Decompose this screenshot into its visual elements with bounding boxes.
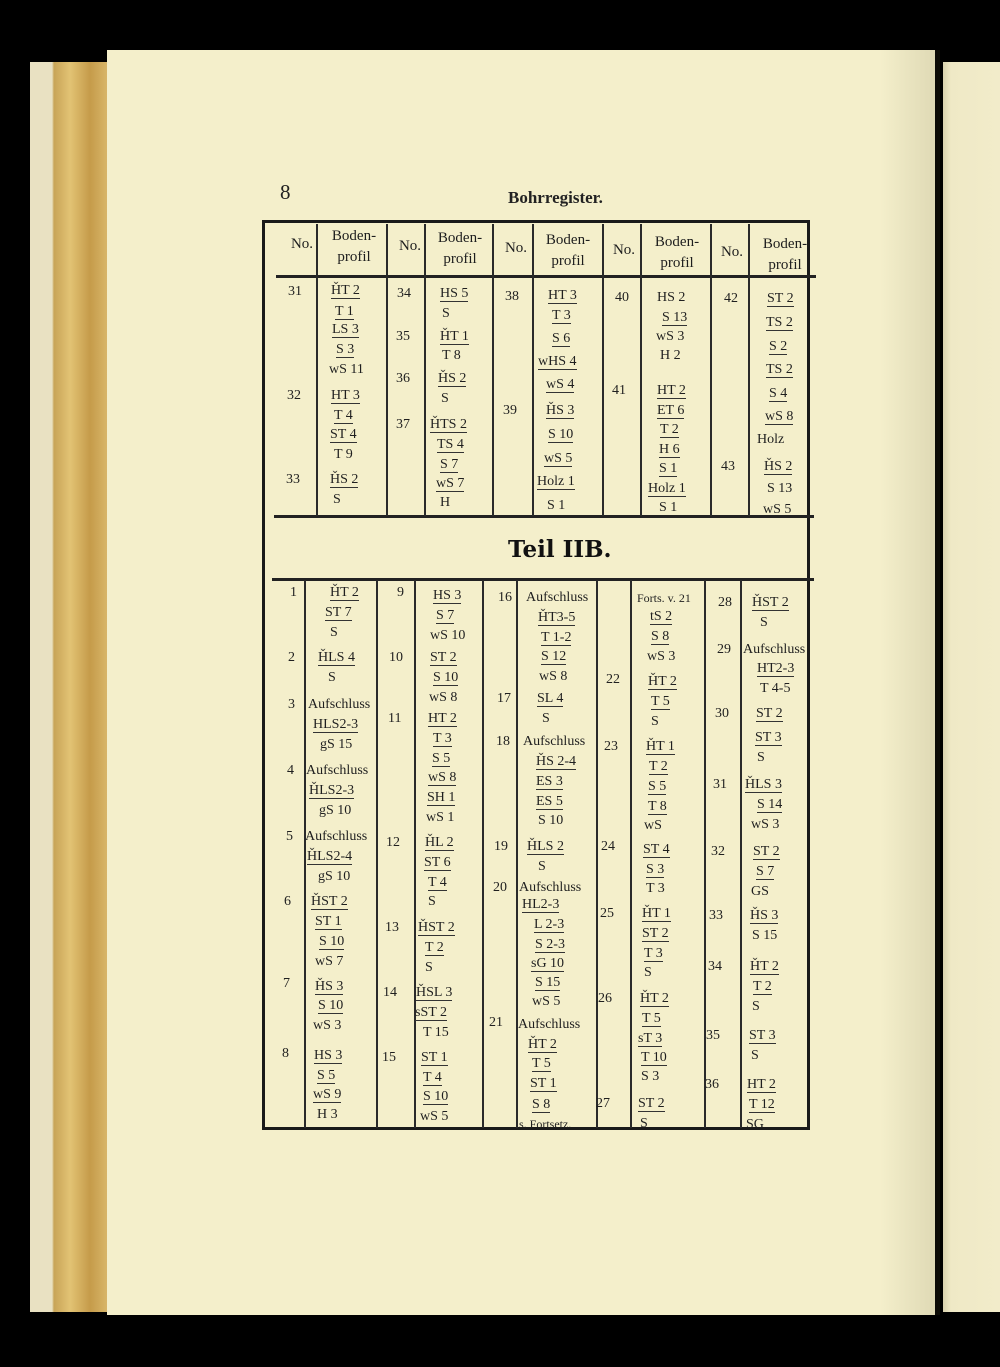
col-rule xyxy=(630,580,632,1128)
lower-soil-profile-entry: S 5 xyxy=(432,751,451,766)
upper-soil-profile-entry: S xyxy=(442,306,450,321)
header-rule xyxy=(276,275,816,278)
lower-soil-profile-entry: T 5 xyxy=(651,694,670,709)
lower-bore-number: 28 xyxy=(718,595,732,610)
lower-soil-profile-entry: Aufschluss xyxy=(306,763,369,778)
upper-soil-profile-entry: Holz xyxy=(757,432,785,447)
lower-soil-profile-entry: Forts. v. 21 xyxy=(637,591,691,605)
lower-soil-profile-entry: S xyxy=(644,965,652,980)
lower-soil-profile-entry: ST 2 xyxy=(430,650,457,665)
lower-soil-profile-entry: HL2-3 xyxy=(522,897,560,912)
col-rule xyxy=(376,580,378,1128)
col-rule xyxy=(386,224,388,516)
lower-soil-profile-entry: T 15 xyxy=(423,1025,449,1040)
upper-soil-profile-entry: ȞTS 2 xyxy=(430,417,467,432)
lower-soil-profile-entry: S 8 xyxy=(532,1097,551,1112)
lower-soil-profile-entry: wS 5 xyxy=(532,994,561,1009)
upper-soil-profile-entry: S xyxy=(441,391,449,406)
lower-bore-number: 9 xyxy=(397,585,404,600)
upper-soil-profile-entry: S 3 xyxy=(336,342,355,357)
lower-soil-profile-entry: S 5 xyxy=(317,1068,336,1083)
col-rule xyxy=(602,224,604,516)
upper-soil-profile-entry: S 7 xyxy=(440,457,459,472)
upper-soil-profile-entry: wHS 4 xyxy=(538,354,577,369)
lower-bore-number: 34 xyxy=(708,959,722,974)
upper-soil-profile-entry: ȞS 2 xyxy=(764,459,793,474)
lower-soil-profile-entry: Aufschluss xyxy=(518,1017,581,1032)
lower-soil-profile-entry: ȞT 2 xyxy=(640,991,669,1006)
lower-soil-profile-entry: S 10 xyxy=(423,1089,449,1104)
lower-soil-profile-entry: Aufschluss xyxy=(743,642,806,657)
upper-soil-profile-entry: wS 3 xyxy=(656,329,685,344)
lower-bore-number: 35 xyxy=(706,1028,720,1043)
lower-soil-profile-entry: wS 5 xyxy=(420,1109,449,1124)
lower-soil-profile-entry: ȞLS2-3 xyxy=(309,783,355,798)
lower-soil-profile-entry: Aufschluss xyxy=(526,590,589,605)
col-rule xyxy=(424,224,426,516)
lower-soil-profile-entry: ȞLS 3 xyxy=(745,777,782,792)
lower-soil-profile-entry: T 10 xyxy=(641,1050,667,1065)
lower-soil-profile-entry: Aufschluss xyxy=(305,829,368,844)
lower-bore-number: 23 xyxy=(604,739,618,754)
lower-soil-profile-entry: S 3 xyxy=(646,862,665,877)
upper-bore-number: 37 xyxy=(396,417,410,432)
lower-soil-profile-entry: S xyxy=(651,714,659,729)
lower-soil-profile-entry: S 3 xyxy=(641,1069,660,1084)
lower-soil-profile-entry: S 8 xyxy=(651,629,670,644)
lower-soil-profile-entry: ȞLS 2 xyxy=(527,839,564,854)
lower-soil-profile-entry: sG 10 xyxy=(531,956,565,971)
upper-soil-profile-entry: H 6 xyxy=(659,442,680,457)
lower-bore-number: 5 xyxy=(286,829,293,844)
col-rule xyxy=(596,580,598,1128)
lower-bore-number: 15 xyxy=(382,1050,396,1065)
lower-soil-profile-entry: L 2-3 xyxy=(534,917,565,932)
lower-soil-profile-entry: S xyxy=(330,625,338,640)
lower-soil-profile-entry: ST 2 xyxy=(753,844,780,859)
lower-soil-profile-entry: T 4 xyxy=(423,1070,442,1085)
lower-bore-number: 2 xyxy=(288,650,295,665)
lower-bore-number: 13 xyxy=(385,920,399,935)
header-no-2: No. xyxy=(398,238,422,254)
upper-soil-profile-entry: S 2 xyxy=(769,339,788,354)
upper-soil-profile-entry: ȞS 2 xyxy=(438,371,467,386)
lower-soil-profile-entry: S 7 xyxy=(436,608,455,623)
lower-bore-number: 24 xyxy=(601,839,615,854)
upper-soil-profile-entry: ST 4 xyxy=(330,427,357,442)
col-rule xyxy=(748,224,750,516)
header-bodenprofil-2: Boden- profil xyxy=(437,230,483,267)
lower-soil-profile-entry: ȞT 2 xyxy=(750,959,779,974)
upper-soil-profile-entry: S 10 xyxy=(548,427,574,442)
upper-soil-profile-entry: LS 3 xyxy=(332,322,359,337)
header-bodenprofil-5: Boden- profil xyxy=(762,236,808,273)
upper-soil-profile-entry: S 13 xyxy=(662,310,688,325)
upper-soil-profile-entry: T 8 xyxy=(442,348,461,363)
lower-soil-profile-entry: s. Fortsetz. xyxy=(519,1117,572,1131)
lower-bore-number: 4 xyxy=(287,763,294,778)
lower-bore-number: 22 xyxy=(606,672,620,687)
header-no-1: No. xyxy=(290,236,314,252)
lower-soil-profile-entry: S xyxy=(542,711,550,726)
upper-soil-profile-entry: S 1 xyxy=(547,498,566,513)
col-rule xyxy=(640,224,642,516)
upper-soil-profile-entry: wS 4 xyxy=(546,377,575,392)
lower-soil-profile-entry: SH 1 xyxy=(427,790,456,805)
lower-soil-profile-entry: ST 1 xyxy=(421,1050,448,1065)
lower-soil-profile-entry: Aufschluss xyxy=(523,734,586,749)
page-number: 8 xyxy=(280,180,291,204)
upper-soil-profile-entry: S 4 xyxy=(769,386,788,401)
lower-soil-profile-entry: ȞLS2-4 xyxy=(307,849,353,864)
upper-soil-profile-entry: S 1 xyxy=(659,500,678,515)
lower-soil-profile-entry: T 12 xyxy=(749,1097,775,1112)
lower-soil-profile-entry: sT 3 xyxy=(638,1031,663,1046)
lower-soil-profile-entry: ST 3 xyxy=(755,730,782,745)
upper-soil-profile-entry: HT 3 xyxy=(548,288,577,303)
upper-soil-profile-entry: H 2 xyxy=(660,348,681,363)
upper-bore-number: 41 xyxy=(612,383,626,398)
lower-soil-profile-entry: GS xyxy=(751,884,769,899)
lower-bore-number: 26 xyxy=(598,991,612,1006)
lower-soil-profile-entry: ST 3 xyxy=(749,1028,776,1043)
col-rule xyxy=(532,224,534,516)
section-title: Teil IIB. xyxy=(508,536,612,563)
lower-soil-profile-entry: T 8 xyxy=(648,799,667,814)
book-page-edges xyxy=(30,62,110,1312)
lower-soil-profile-entry: ȞT 1 xyxy=(642,906,671,921)
upper-soil-profile-entry: Holz 1 xyxy=(648,481,686,496)
header-bodenprofil-4: Boden- profil xyxy=(654,234,700,271)
lower-soil-profile-entry: S 10 xyxy=(318,998,344,1013)
upper-soil-profile-entry: wS 7 xyxy=(436,476,465,491)
upper-soil-profile-entry: T 2 xyxy=(660,422,679,437)
lower-soil-profile-entry: gS 10 xyxy=(318,869,351,884)
lower-soil-profile-entry: SG xyxy=(746,1117,764,1132)
col-rule xyxy=(482,580,484,1128)
lower-soil-profile-entry: S 14 xyxy=(757,797,783,812)
lower-soil-profile-entry: S xyxy=(538,859,546,874)
lower-soil-profile-entry: T 5 xyxy=(642,1011,661,1026)
lower-soil-profile-entry: wS 3 xyxy=(313,1018,342,1033)
lower-soil-profile-entry: T 4-5 xyxy=(760,681,791,696)
lower-bore-number: 30 xyxy=(715,706,729,721)
gutter-shadow xyxy=(880,50,940,1315)
lower-soil-profile-entry: ST 1 xyxy=(530,1076,557,1091)
lower-soil-profile-entry: ST 7 xyxy=(325,605,352,620)
lower-soil-profile-entry: S xyxy=(428,894,436,909)
lower-soil-profile-entry: wS 8 xyxy=(428,770,457,785)
col-rule xyxy=(710,224,712,516)
upper-bore-number: 40 xyxy=(615,290,629,305)
lower-bore-number: 25 xyxy=(600,906,614,921)
upper-soil-profile-entry: H xyxy=(440,495,451,510)
upper-bore-number: 35 xyxy=(396,329,410,344)
header-no-3: No. xyxy=(504,240,528,256)
upper-soil-profile-entry: wS 5 xyxy=(763,502,792,517)
upper-section-rule xyxy=(274,515,814,518)
upper-soil-profile-entry: HS 2 xyxy=(657,290,686,305)
upper-bore-number: 36 xyxy=(396,371,410,386)
upper-soil-profile-entry: wS 11 xyxy=(329,362,364,377)
lower-soil-profile-entry: ȞST 2 xyxy=(418,920,455,935)
lower-bore-number: 17 xyxy=(497,691,511,706)
lower-soil-profile-entry: S 12 xyxy=(541,649,567,664)
lower-bore-number: 3 xyxy=(288,697,295,712)
upper-bore-number: 43 xyxy=(721,459,735,474)
upper-soil-profile-entry: S 13 xyxy=(767,481,793,496)
upper-soil-profile-entry: HT 2 xyxy=(657,383,686,398)
lower-soil-profile-entry: S xyxy=(757,750,765,765)
lower-soil-profile-entry: T 4 xyxy=(428,875,447,890)
upper-bore-number: 38 xyxy=(505,289,519,304)
lower-bore-number: 7 xyxy=(283,976,290,991)
lower-soil-profile-entry: Aufschluss xyxy=(308,697,371,712)
lower-soil-profile-entry: ȞT 2 xyxy=(528,1037,557,1052)
upper-soil-profile-entry: ȞT 2 xyxy=(331,283,360,298)
upper-soil-profile-entry: S 1 xyxy=(659,461,678,476)
upper-bore-number: 32 xyxy=(287,388,301,403)
lower-soil-profile-entry: ȞST 2 xyxy=(752,595,789,610)
upper-soil-profile-entry: TS 2 xyxy=(766,315,793,330)
header-no-5: No. xyxy=(720,244,744,260)
lower-soil-profile-entry: ST 2 xyxy=(756,706,783,721)
lower-bore-number: 31 xyxy=(713,777,727,792)
lower-bore-number: 20 xyxy=(493,880,507,895)
upper-soil-profile-entry: ST 2 xyxy=(767,291,794,306)
lower-soil-profile-entry: T 5 xyxy=(532,1056,551,1071)
lower-soil-profile-entry: S 5 xyxy=(648,779,667,794)
lower-bore-number: 14 xyxy=(383,985,397,1000)
lower-soil-profile-entry: ȞLS 4 xyxy=(318,650,355,665)
header-no-4: No. xyxy=(612,242,636,258)
lower-soil-profile-entry: HLS2-3 xyxy=(313,717,359,732)
lower-soil-profile-entry: wS 9 xyxy=(313,1087,342,1102)
lower-soil-profile-entry: ȞT 2 xyxy=(648,674,677,689)
lower-bore-number: 16 xyxy=(498,590,512,605)
lower-soil-profile-entry: wS 8 xyxy=(539,669,568,684)
col-rule xyxy=(492,224,494,516)
lower-bore-number: 33 xyxy=(709,908,723,923)
lower-soil-profile-entry: ȞS 3 xyxy=(315,979,344,994)
lower-soil-profile-entry: S xyxy=(760,615,768,630)
lower-bore-number: 21 xyxy=(489,1015,503,1030)
lower-soil-profile-entry: S xyxy=(425,960,433,975)
lower-soil-profile-entry: gS 10 xyxy=(319,803,352,818)
lower-bore-number: 8 xyxy=(282,1046,289,1061)
lower-soil-profile-entry: H 3 xyxy=(317,1107,338,1122)
upper-soil-profile-entry: ȞT 1 xyxy=(440,329,469,344)
lower-soil-profile-entry: S 10 xyxy=(433,670,459,685)
lower-bore-number: 32 xyxy=(711,844,725,859)
col-rule xyxy=(704,580,706,1128)
lower-soil-profile-entry: tS 2 xyxy=(650,609,673,624)
lower-soil-profile-entry: ȞST 2 xyxy=(311,894,348,909)
lower-bore-number: 11 xyxy=(388,711,402,726)
lower-soil-profile-entry: T 3 xyxy=(646,881,665,896)
lower-soil-profile-entry: T 2 xyxy=(425,940,444,955)
lower-soil-profile-entry: S 2-3 xyxy=(535,937,565,952)
lower-soil-profile-entry: ȞT 1 xyxy=(646,739,675,754)
lower-soil-profile-entry: ES 5 xyxy=(536,794,563,809)
upper-soil-profile-entry: T 4 xyxy=(334,408,353,423)
lower-soil-profile-entry: ST 4 xyxy=(643,842,670,857)
lower-bore-number: 1 xyxy=(290,585,297,600)
upper-soil-profile-entry: T 1 xyxy=(335,304,354,319)
upper-soil-profile-entry: S xyxy=(333,492,341,507)
col-rule xyxy=(304,580,306,1128)
header-bodenprofil-3: Boden- profil xyxy=(545,232,591,269)
col-rule xyxy=(316,224,318,516)
lower-soil-profile-entry: ȞT 2 xyxy=(330,585,359,600)
upper-soil-profile-entry: T 9 xyxy=(334,447,353,462)
lower-soil-profile-entry: S 7 xyxy=(756,864,775,879)
lower-soil-profile-entry: wS 3 xyxy=(647,649,676,664)
lower-soil-profile-entry: S 10 xyxy=(538,813,564,828)
col-rule xyxy=(516,580,518,1128)
header-bodenprofil-1: Boden- profil xyxy=(331,228,377,265)
upper-soil-profile-entry: S 6 xyxy=(552,331,571,346)
lower-soil-profile-entry: ST 2 xyxy=(642,926,669,941)
lower-soil-profile-entry: wS 10 xyxy=(430,628,466,643)
upper-soil-profile-entry: wS 8 xyxy=(765,409,794,424)
facing-page-edge xyxy=(943,62,1000,1312)
lower-soil-profile-entry: S xyxy=(328,670,336,685)
lower-soil-profile-entry: ȞL 2 xyxy=(425,835,454,850)
lower-soil-profile-entry: ȞT3-5 xyxy=(538,610,576,625)
col-rule xyxy=(414,580,416,1128)
upper-soil-profile-entry: ET 6 xyxy=(657,403,685,418)
lower-soil-profile-entry: ST 1 xyxy=(315,914,342,929)
lower-soil-profile-entry: gS 15 xyxy=(320,737,353,752)
lower-soil-profile-entry: ES 3 xyxy=(536,774,563,789)
lower-soil-profile-entry: wS 3 xyxy=(751,817,780,832)
lower-bore-number: 12 xyxy=(386,835,400,850)
lower-soil-profile-entry: S 15 xyxy=(752,928,778,943)
upper-soil-profile-entry: HT 3 xyxy=(331,388,360,403)
upper-bore-number: 39 xyxy=(503,403,517,418)
lower-bore-number: 10 xyxy=(389,650,403,665)
upper-soil-profile-entry: Holz 1 xyxy=(537,474,575,489)
lower-soil-profile-entry: HT 2 xyxy=(428,711,457,726)
upper-bore-number: 34 xyxy=(397,286,411,301)
lower-soil-profile-entry: wS 7 xyxy=(315,954,344,969)
lower-soil-profile-entry: T 2 xyxy=(649,759,668,774)
lower-soil-profile-entry: HS 3 xyxy=(314,1048,343,1063)
upper-soil-profile-entry: T 3 xyxy=(552,308,571,323)
lower-soil-profile-entry: sST 2 xyxy=(415,1005,448,1020)
upper-soil-profile-entry: HS 5 xyxy=(440,286,469,301)
upper-bore-number: 42 xyxy=(724,291,738,306)
lower-soil-profile-entry: HT2-3 xyxy=(757,661,795,676)
col-rule xyxy=(740,580,742,1128)
lower-soil-profile-entry: HS 3 xyxy=(433,588,462,603)
lower-soil-profile-entry: wS 8 xyxy=(429,690,458,705)
lower-soil-profile-entry: wS 1 xyxy=(426,810,455,825)
lower-soil-profile-entry: T 3 xyxy=(433,731,452,746)
upper-soil-profile-entry: wS 5 xyxy=(544,451,573,466)
lower-soil-profile-entry: ȞSL 3 xyxy=(416,985,453,1000)
lower-soil-profile-entry: S 10 xyxy=(319,934,345,949)
upper-bore-number: 33 xyxy=(286,472,300,487)
lower-section-rule xyxy=(272,578,814,581)
lower-soil-profile-entry: S xyxy=(640,1116,648,1131)
lower-soil-profile-entry: S xyxy=(752,999,760,1014)
lower-soil-profile-entry: ST 2 xyxy=(638,1096,665,1111)
lower-bore-number: 19 xyxy=(494,839,508,854)
lower-soil-profile-entry: T 2 xyxy=(753,979,772,994)
lower-soil-profile-entry: wS xyxy=(644,818,662,833)
lower-bore-number: 29 xyxy=(717,642,731,657)
lower-soil-profile-entry: T 1-2 xyxy=(541,630,572,645)
upper-soil-profile-entry: ȞS 3 xyxy=(546,403,575,418)
upper-soil-profile-entry: TS 2 xyxy=(766,362,793,377)
lower-soil-profile-entry: ST 6 xyxy=(424,855,451,870)
lower-bore-number: 27 xyxy=(596,1096,610,1111)
lower-soil-profile-entry: SL 4 xyxy=(537,691,564,706)
lower-bore-number: 36 xyxy=(705,1077,719,1092)
lower-bore-number: 18 xyxy=(496,734,510,749)
lower-soil-profile-entry: ȞS 2-4 xyxy=(536,754,577,769)
lower-soil-profile-entry: S 15 xyxy=(535,975,561,990)
upper-soil-profile-entry: ȞS 2 xyxy=(330,472,359,487)
lower-soil-profile-entry: Aufschluss xyxy=(519,880,582,895)
lower-soil-profile-entry: ȞS 3 xyxy=(750,908,779,923)
lower-bore-number: 6 xyxy=(284,894,291,909)
running-head: Bohrregister. xyxy=(508,188,603,207)
upper-bore-number: 31 xyxy=(288,284,302,299)
lower-soil-profile-entry: T 3 xyxy=(644,946,663,961)
lower-soil-profile-entry: S xyxy=(751,1048,759,1063)
lower-soil-profile-entry: HT 2 xyxy=(747,1077,776,1092)
upper-soil-profile-entry: TS 4 xyxy=(437,437,464,452)
